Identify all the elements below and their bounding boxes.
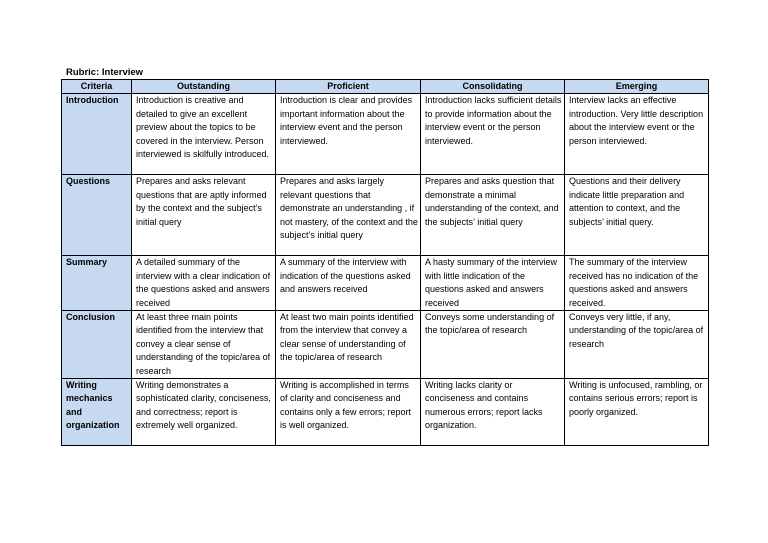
table-cell: Interview lacks an effective introduction. Very little description about the interview event or the person interviewed. <box>565 94 709 175</box>
header-row <box>62 80 709 94</box>
table-cell: A summary of the interview with indication of the questions asked and answers received <box>276 256 421 311</box>
page-title: Rubric: Interview <box>66 67 144 78</box>
criterion-label: Questions <box>62 175 132 256</box>
table-cell: Conveys very little, if any, understanding of the topic/area of research <box>565 311 709 379</box>
table-cell: Prepares and asks relevant questions that are aptly informed by the context and the subject’s initial query <box>132 175 276 256</box>
criterion-label: Introduction <box>62 94 132 175</box>
table-cell: Introduction lacks sufficient details to provide information about the interview event or the person interviewed. <box>421 94 565 175</box>
column-header-outstanding: Outstanding <box>132 80 276 94</box>
table-cell: Conveys some understanding of the topic/area of research <box>421 311 565 379</box>
criterion-label: Writing mechanics and organization <box>62 379 132 446</box>
table-cell: At least three main points identified from the interview that convey a clear sense of understanding of the topic/area of research <box>132 311 276 379</box>
table-cell: At least two main points identified from the interview that convey a clear sense of understanding of the topic/area of research <box>276 311 421 379</box>
table-cell: Writing lacks clarity or conciseness and contains numerous errors; report lacks organization. <box>421 379 565 446</box>
table-row <box>62 94 709 175</box>
table-cell: Questions and their delivery indicate little preparation and attention to context, and the subjects’ initial query. <box>565 175 709 256</box>
table-cell: Writing is unfocused, rambling, or contains serious errors; report is poorly organized. <box>565 379 709 446</box>
table-cell: Prepares and asks largely relevant questions that demonstrate an understanding , if not mastery, of the context and the subject’s initial query <box>276 175 421 256</box>
table-cell: A detailed summary of the interview with a clear indication of the questions asked and answers received <box>132 256 276 311</box>
table-cell: Introduction is creative and detailed to give an excellent preview about the topics to be covered in the interview. Person interviewed is skilfully introduced. <box>132 94 276 175</box>
table-cell: The summary of the interview received has no indication of the questions asked and answers received. <box>565 256 709 311</box>
rubric-table <box>61 79 709 446</box>
column-header-emerging: Emerging <box>565 80 709 94</box>
table-row <box>62 256 709 311</box>
table-cell: Writing is accomplished in terms of clarity and conciseness and contains only a few errors; report is well organized. <box>276 379 421 446</box>
column-header-consolidating: Consolidating <box>421 80 565 94</box>
criterion-label: Summary <box>62 256 132 311</box>
column-header-criteria: Criteria <box>62 80 132 94</box>
table-row <box>62 175 709 256</box>
table-cell: A hasty summary of the interview with little indication of the questions asked and answers received <box>421 256 565 311</box>
table-cell: Prepares and asks question that demonstrate a minimal understanding of the context, and the subjects’ initial query <box>421 175 565 256</box>
column-header-proficient: Proficient <box>276 80 421 94</box>
table-cell: Writing demonstrates a sophisticated clarity, conciseness, and correctness; report is extremely well organized. <box>132 379 276 446</box>
table-row <box>62 311 709 379</box>
table-row <box>62 379 709 446</box>
table-cell: Introduction is clear and provides important information about the interview event and the person interviewed. <box>276 94 421 175</box>
criterion-label: Conclusion <box>62 311 132 379</box>
